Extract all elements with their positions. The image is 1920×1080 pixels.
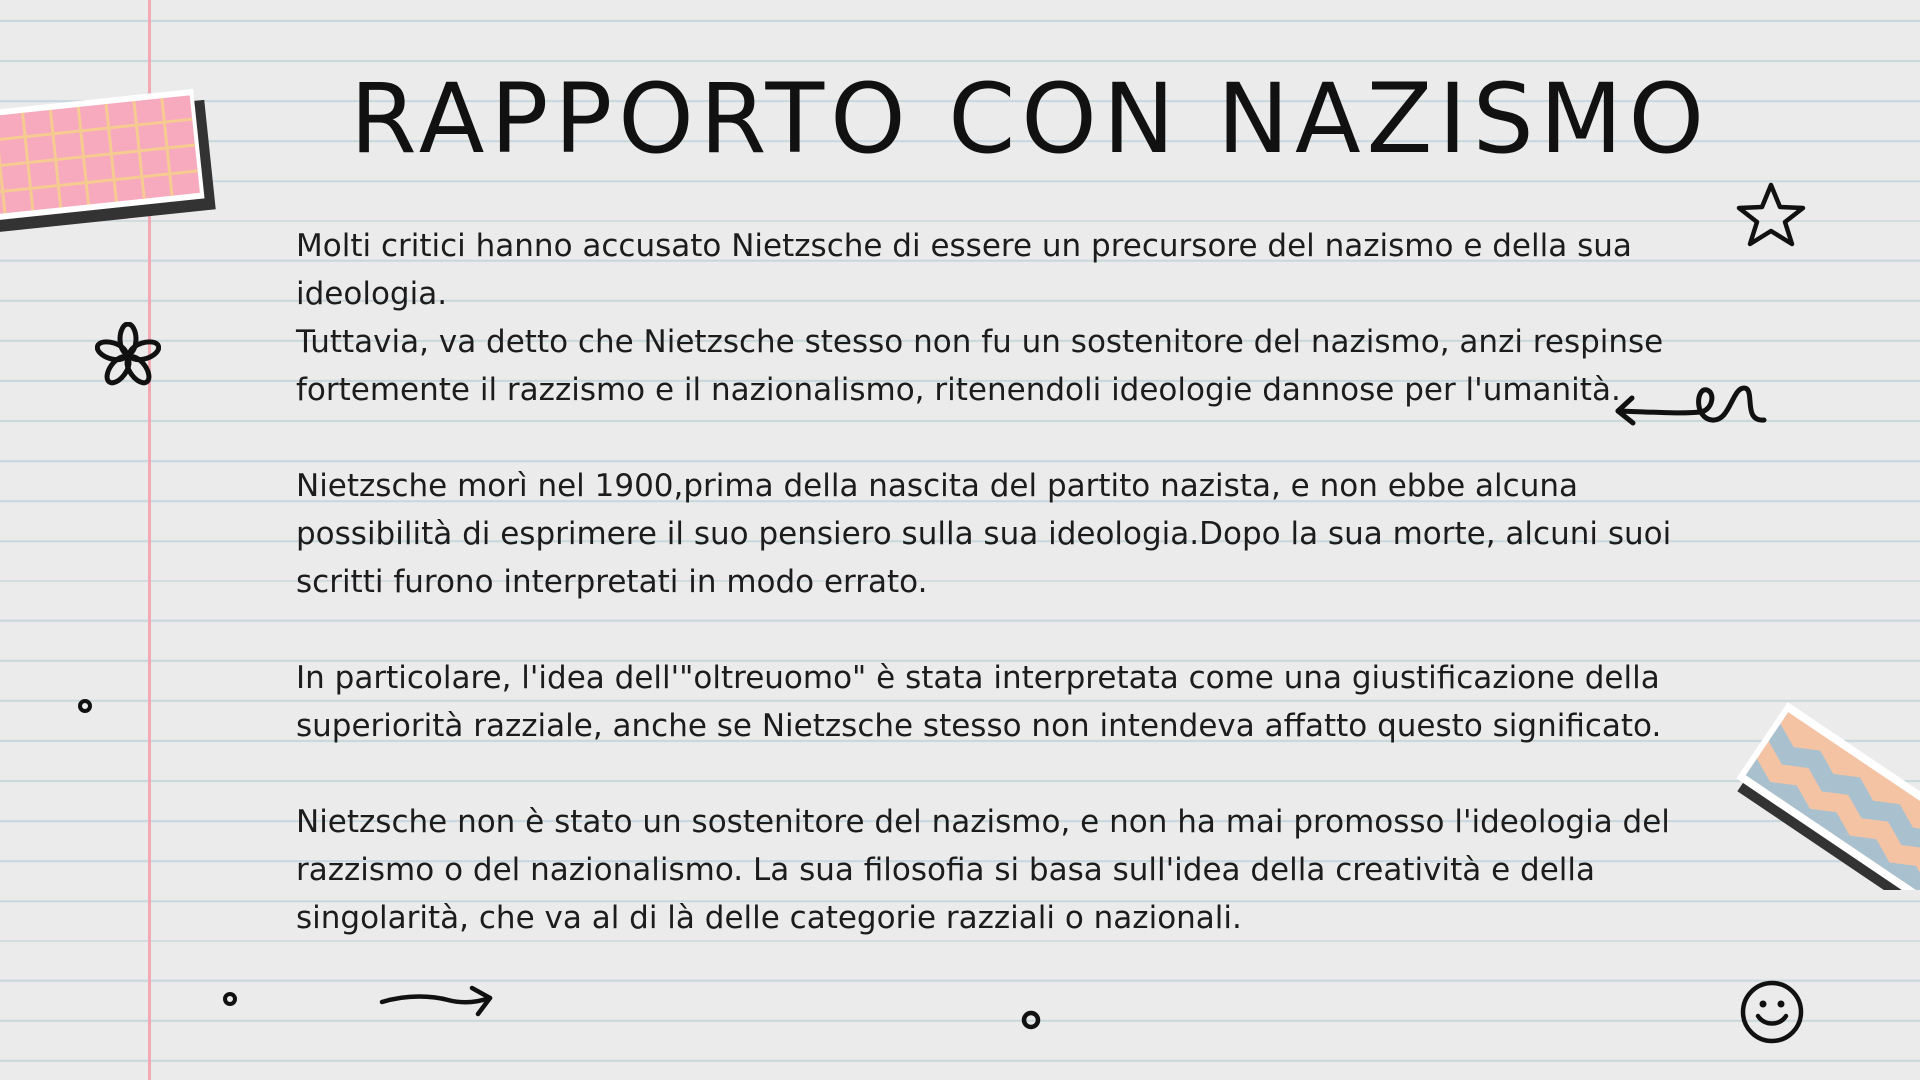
flower-icon	[95, 322, 161, 390]
paragraph: Tuttavia, va detto che Nietzsche stesso non fu un sostenitore del nazismo, anzi respinse fortemente il razzismo e il nazionalismo, ritenendoli ideologie dannose per l'umanità.	[296, 324, 1664, 408]
star-icon	[1734, 180, 1808, 250]
paragraph: Nietzsche non è stato un sostenitore del nazismo, e non ha mai promosso l'ideologia del razzismo o del nazionalismo. La sua filosofia si basa sull'idea della creatività e della singolarità, che va al di là delle categorie razziali o nazionali.	[296, 804, 1670, 936]
paragraph: In particolare, l'idea dell'"oltreuomo" è stata interpretata come una giustificazione della superiorità razziale, anche se Nietzsche stesso non intendeva affatto questo significato.	[296, 660, 1662, 744]
circle-doodle-icon	[221, 990, 239, 1008]
arrow-right-icon	[378, 980, 496, 1020]
paragraph: Molti critici hanno accusato Nietzsche di essere un precursore del nazismo e della sua ideologia.	[296, 228, 1632, 312]
washi-tape-top-left	[0, 80, 225, 240]
circle-doodle-icon	[76, 697, 94, 715]
text-body	[296, 222, 1676, 942]
squiggle-arrow-left-icon	[1612, 378, 1776, 436]
smiley-icon	[1738, 978, 1806, 1046]
page-title: RAPPORTO CON NAZISMO	[349, 63, 1711, 175]
circle-doodle-icon	[1019, 1008, 1043, 1032]
washi-tape-bottom-right	[1735, 690, 1920, 890]
paragraph: Nietzsche morì nel 1900,prima della nascita del partito nazista, e non ebbe alcuna possibilità di esprimere il suo pensiero sulla sua ideologia.Dopo la sua morte, alcuni suoi scritti furono interpretati in modo errato.	[296, 468, 1672, 600]
